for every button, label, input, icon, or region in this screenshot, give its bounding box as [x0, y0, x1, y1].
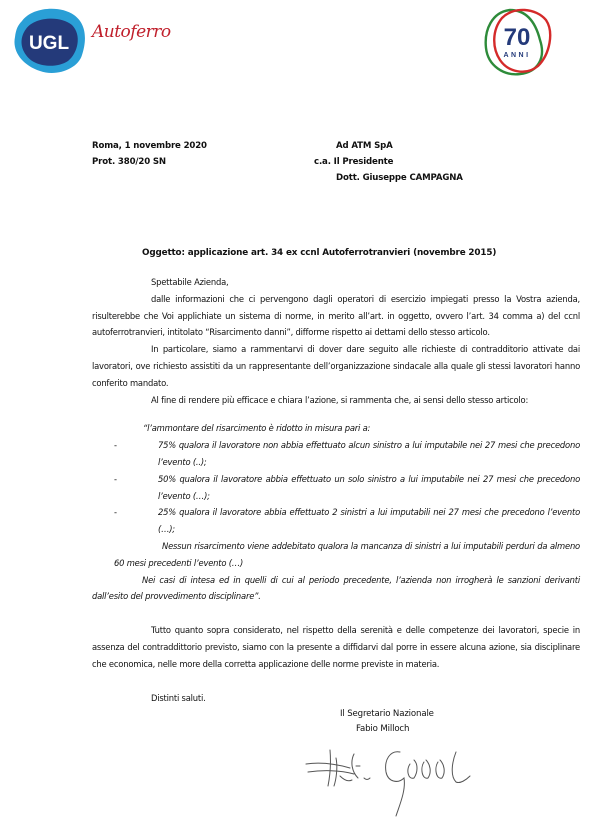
autoferro-logo-text: Autoferro: [92, 22, 171, 42]
70-anni-label: ANNI: [503, 52, 531, 59]
ugl-logo-text: UGL: [28, 33, 70, 54]
quote-paragraph-a: Nessun risarcimento viene addebitato qualora la mancanza di sinistri a lui imputabili perduri da almeno 60 mesi precedenti l’evento (…): [114, 540, 580, 568]
ugl-logo: [12, 7, 88, 75]
place-date: Roma, 1 novembre 2020: [92, 141, 207, 151]
recipient-company: Ad ATM SpA: [336, 141, 393, 151]
quote-item-text: 75% qualora il lavoratore non abbia effettuato alcun sinistro a lui imputabile nei 27 mesi che precedono l’evento (..);: [158, 440, 580, 467]
letter-body: [92, 274, 580, 706]
salutation: Spettabile Azienda,: [151, 277, 229, 287]
quote-paragraph-b: Nei casi di intesa ed in quelli di cui al periodo precedente, l’azienda non irrogherà le sanzioni derivanti dall’esito del provvedimento disciplinare”.: [92, 574, 580, 602]
paragraph-2: In particolare, siamo a rammentarvi di dover dare seguito alle richieste di contradditorio attivate dai lavoratori, ove richiesto assistiti da un rappresentante dell’organizzazione sindacale alla quale gli stessi lavoratori hanno conferito mandato.: [92, 344, 580, 388]
signatory-title: Il Segretario Nazionale: [340, 709, 434, 719]
70-anni-number: 70: [503, 24, 531, 51]
quote-item: [26, 471, 580, 505]
closing: Distinti saluti.: [151, 692, 206, 703]
paragraph-1: dalle informazioni che ci pervengono dagli operatori di esercizio impiegati presso la Vostra azienda, risulterebbe che Voi applichiate un sistema di norme, in merito all’art. in oggetto, ovvero l’art. 34 comma a) del ccnl autoferrotranvieri, intitolato “Risarcimento danni”, difforme rispetto ai dettami dello stesso articolo.: [92, 293, 580, 338]
paragraph-4: Tutto quanto sopra considerato, nel rispetto della serenità e delle competenze dei lavoratori, specie in assenza del contraddittorio previsto, siamo con la presente a diffidarvi dal porre in essere alcuna azione, sia disciplinare che economica, nelle more della corretta applicazione delle norme previste in materia.: [92, 625, 580, 669]
letter-subject: Oggetto: applicazione art. 34 ex ccnl Autoferrotranvieri (novembre 2015): [142, 248, 497, 258]
bullet-dash: -: [114, 473, 117, 484]
70-anni-logo: [480, 4, 554, 78]
recipient-name: Dott. Giuseppe CAMPAGNA: [336, 173, 463, 183]
quote-item: [26, 504, 580, 538]
recipient-attention: c.a. Il Presidente: [314, 157, 394, 167]
quote-item-text: 25% qualora il lavoratore abbia effettuato 2 sinistri a lui imputabili nei 27 mesi che precedono l’evento (…);: [158, 507, 580, 535]
quote-item-text: 50% qualora il lavoratore abbia effettuato un solo sinistro a lui imputabile nei 27 mesi che precedono l’evento (…);: [158, 473, 580, 501]
quoted-article: [92, 420, 580, 605]
bullet-dash: -: [114, 507, 117, 518]
quote-intro: “l’ammontare del risarcimento è ridotto in misura pari a:: [143, 423, 371, 434]
protocol-number: Prot. 380/20 SN: [92, 157, 166, 167]
signatory-name: Fabio Milloch: [356, 724, 410, 734]
quote-item: [26, 437, 580, 471]
paragraph-3: Al fine di rendere più efficace e chiara l’azione, si rammenta che, ai sensi dello stesso articolo:: [151, 394, 529, 405]
handwritten-signature: [300, 742, 480, 822]
bullet-dash: -: [114, 440, 117, 451]
